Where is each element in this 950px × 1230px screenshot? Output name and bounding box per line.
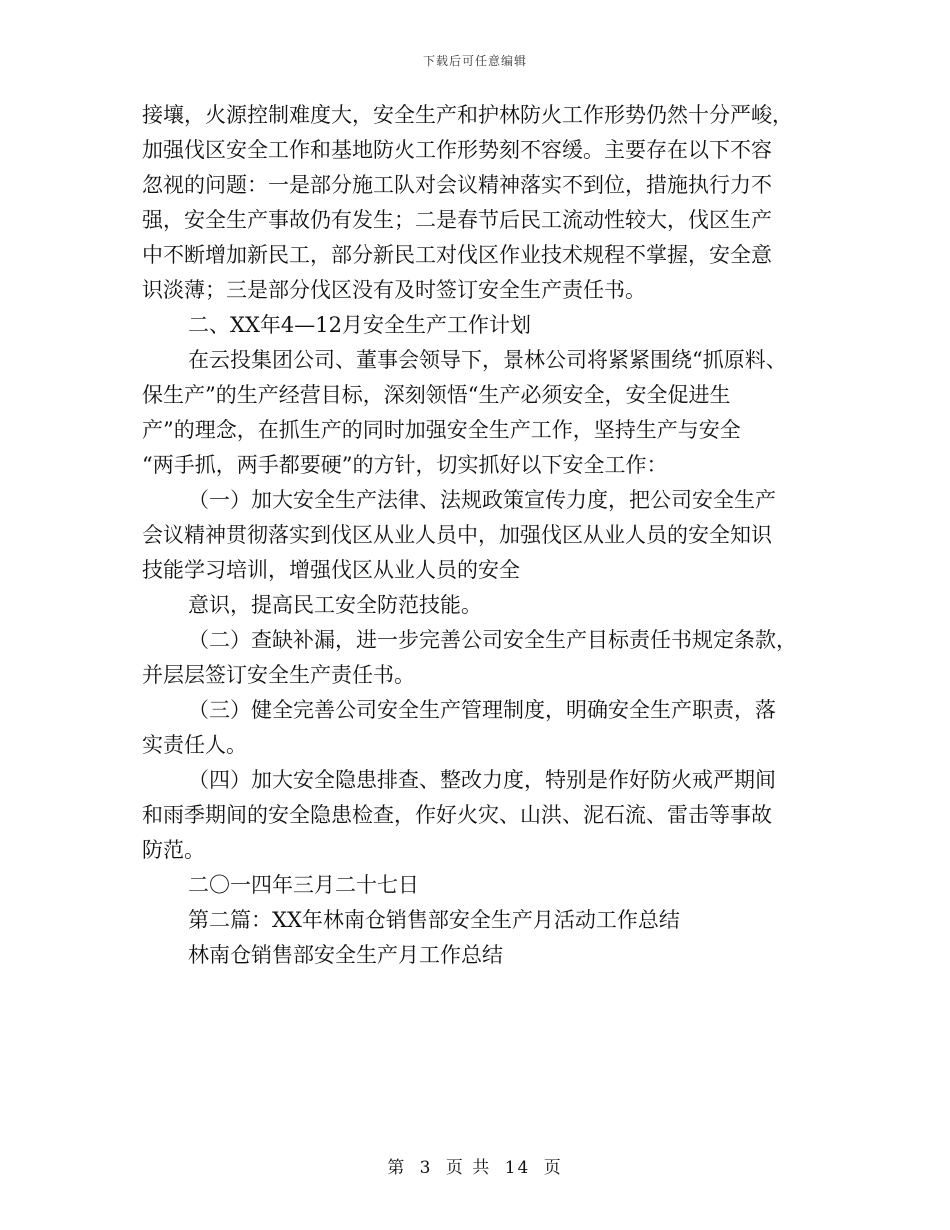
text-line-21: 和雨季期间的安全隐患检查，作好火灾、山洪、泥石流、雷击等事故	[142, 803, 772, 827]
text-line-17: 并层层签订安全生产责任书。	[142, 663, 415, 687]
list-item-2: （二）查缺补漏，进一步完善公司安全生产目标责任书规定条款，	[188, 628, 797, 652]
text-line-4: 强，安全生产事故仍有发生；二是春节后民工流动性较大，伐区生产	[142, 208, 772, 232]
section-heading-2: 二、XX年4—12月安全生产工作计划	[188, 313, 531, 337]
text-line-8: 在云投集团公司、董事会领导下，景林公司将紧紧围绕“抓原料、	[188, 348, 787, 372]
list-item-4: （四）加大安全隐患排查、整改力度，特别是作好防火戒严期间	[188, 768, 776, 792]
document-subtitle: 林南仓销售部安全生产月工作总结	[188, 943, 503, 967]
text-line-11: “两手抓，两手都要硬”的方针，切实抓好以下安全工作：	[142, 453, 668, 477]
document-body	[142, 98, 822, 973]
text-line-15: 意识，提高民工安全防范技能。	[188, 593, 482, 617]
page-footer	[0, 1153, 950, 1178]
text-line-3: 忽视的问题：一是部分施工队对会议精神落实不到位，措施执行力不	[142, 173, 772, 197]
text-line-1: 接壤，火源控制难度大，安全生产和护林防火工作形势仍然十分严峻，	[142, 103, 793, 127]
text-line-14: 技能学习培训，增强伐区从业人员的安全	[142, 558, 520, 582]
text-line-2: 加强伐区安全工作和基地防火工作形势刻不容缓。主要存在以下不容	[142, 138, 772, 162]
text-line-5: 中不断增加新民工，部分新民工对伐区作业技术规程不掌握，安全意	[142, 243, 772, 267]
current-page-number: 3	[419, 1158, 433, 1178]
text-line-6: 识淡薄；三是部分伐区没有及时签订安全生产责任书。	[142, 278, 646, 302]
footer-mid: 页 共	[445, 1158, 492, 1178]
text-line-9: 保生产”的生产经营目标，深刻领悟“生产必须安全，安全促进生	[142, 383, 731, 407]
total-page-count: 14	[504, 1158, 531, 1178]
chapter-title: 第二篇：XX年林南仓销售部安全生产月活动工作总结	[188, 908, 680, 932]
text-line-13: 会议精神贯彻落实到伐区从业人员中，加强伐区从业人员的安全知识	[142, 523, 772, 547]
page-header: 下载后可任意编辑	[422, 54, 527, 68]
text-line-22: 防范。	[142, 838, 205, 862]
footer-prefix: 第	[387, 1158, 407, 1178]
text-line-10: 产”的理念，在抓生产的同时加强安全生产工作，坚持生产与安全	[142, 418, 741, 442]
text-line-19: 实责任人。	[142, 733, 247, 757]
list-item-1: （一）加大安全生产法律、法规政策宣传力度，把公司安全生产	[188, 488, 776, 512]
document-date: 二〇一四年三月二十七日	[188, 873, 419, 897]
footer-suffix: 页	[543, 1158, 563, 1178]
list-item-3: （三）健全完善公司安全生产管理制度，明确安全生产职责，落	[188, 698, 776, 722]
